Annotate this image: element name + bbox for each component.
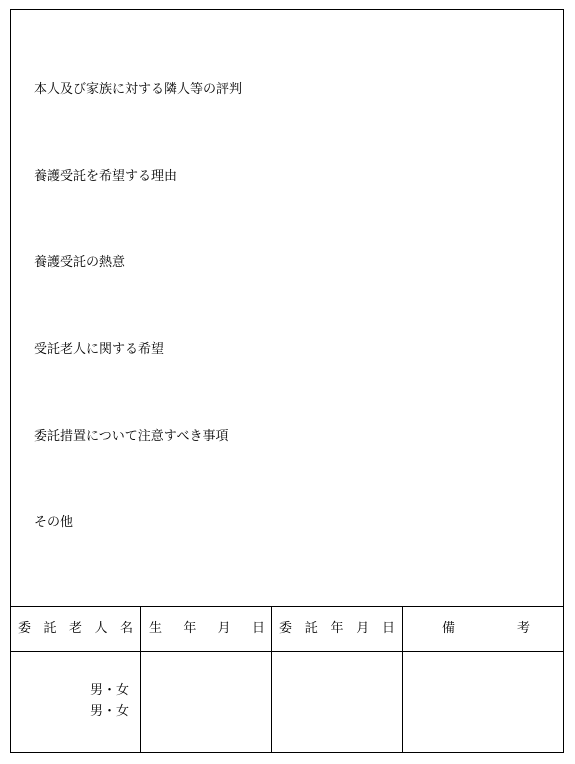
header-char: 人 [94,621,108,636]
section-label-reason: 養護受託を希望する理由 [34,169,178,184]
header-char: 名 [119,621,133,636]
section-label-other: その他 [34,515,74,530]
header-char: 託 [304,621,318,636]
column-divider [271,607,272,753]
table-header-divider [10,651,564,652]
header-commission-date [279,607,395,651]
header-remarks [442,607,530,651]
header-char: 老 [68,621,82,636]
header-char: 考 [516,621,530,636]
header-char: 託 [43,621,57,636]
section-label-elderly-preference: 受託老人に関する希望 [34,342,165,357]
header-char: 委 [279,621,293,636]
header-birth-date [149,607,265,651]
header-char: 年 [183,621,197,636]
header-char: 月 [356,621,370,636]
column-divider [140,607,141,753]
header-elderly-name [18,607,133,651]
section-label-caution-items: 委託措置について注意すべき事項 [34,429,229,444]
column-divider [402,607,403,753]
section-label-neighbor-reputation: 本人及び家族に対する隣人等の評判 [34,82,243,97]
gender-option: 男・女 [90,704,130,719]
header-char: 年 [330,621,344,636]
header-char: 生 [149,621,163,636]
header-char: 備 [442,621,456,636]
entrustment-table [10,606,564,753]
header-char: 月 [217,621,231,636]
header-char: 日 [251,621,265,636]
header-char: 日 [381,621,395,636]
gender-option: 男・女 [90,683,130,698]
header-char: 委 [18,621,32,636]
section-label-enthusiasm: 養護受託の熱意 [34,255,126,270]
form-frame [10,9,564,753]
